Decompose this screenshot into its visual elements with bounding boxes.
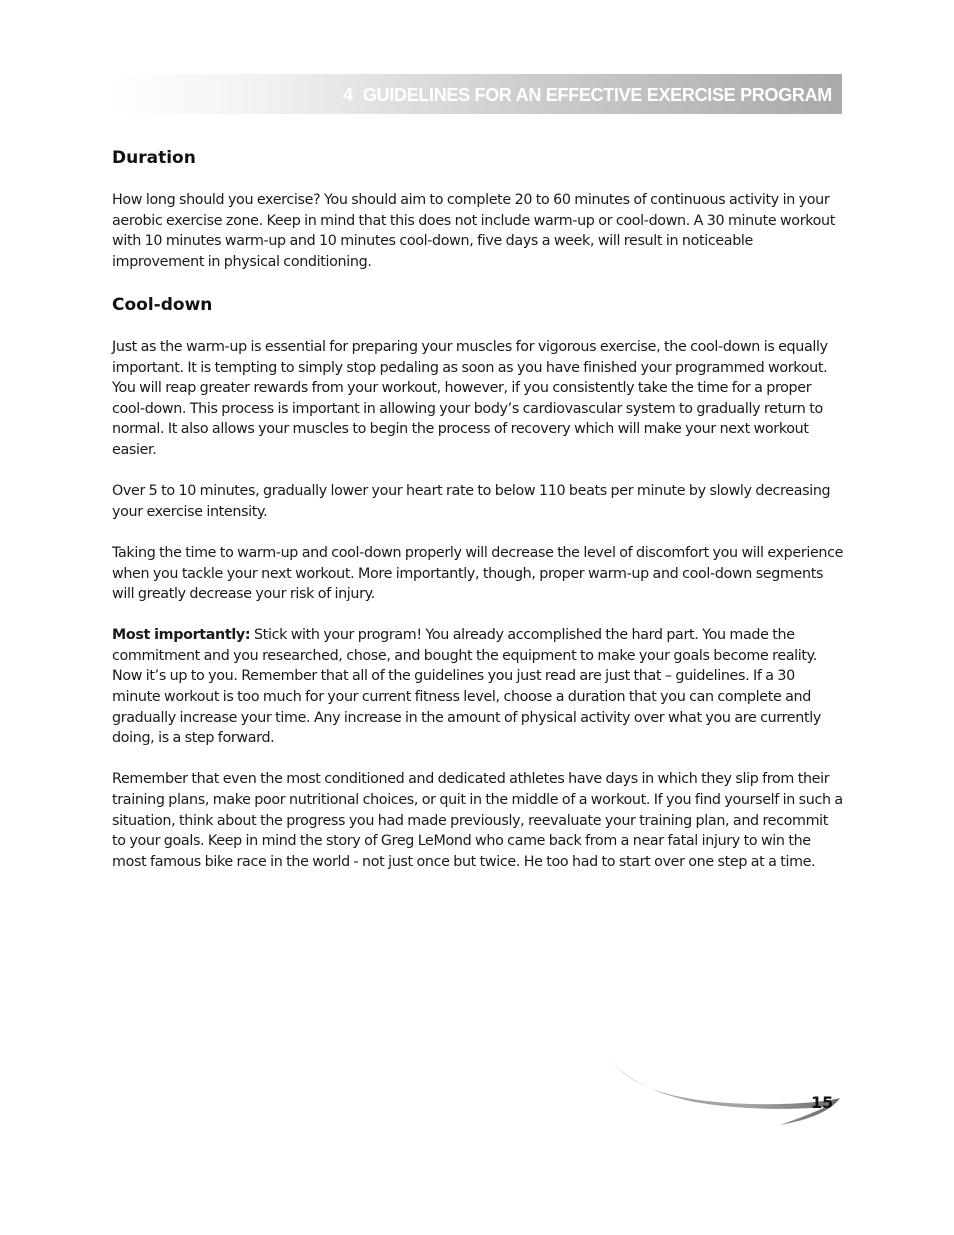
paragraph-most-importantly	[112, 625, 844, 749]
most-importantly-label: Most importantly:	[112, 627, 251, 644]
paragraph-duration: How long should you exercise? You should aim to complete 20 to 60 minutes of continuous activity in your aerobic exercise zone. Keep in mind that this does not include warm-up or cool-down. A 30 minute workout with 10 minutes warm-up and 10 minutes cool-down, five days a week, will result in noticeable improvement in physical conditioning.	[112, 192, 836, 270]
swoosh-graphic	[600, 1050, 845, 1130]
heading-duration: Duration	[112, 148, 196, 168]
paragraph-closing: Remember that even the most conditioned and dedicated athletes have days in which they slip from their training plans, make poor nutritional choices, or quit in the middle of a workout. If you find yourself in such a situation, think about the progress you had made previously, reevaluate your training plan, and recommit to your goals. Keep in mind the story of Greg LeMond who came back from a near fatal injury to win the most famous bike race in the world - not just once but twice. He too had to start over one step at a time.	[112, 771, 843, 870]
heading-cooldown: Cool-down	[112, 294, 213, 315]
page-number: 15	[811, 1093, 834, 1112]
section-duration	[112, 146, 844, 272]
chapter-header-bar	[112, 74, 842, 114]
section-cooldown	[112, 293, 844, 872]
page-content	[112, 146, 844, 893]
chapter-header-title	[343, 85, 832, 106]
most-importantly-text: Stick with your program! You already accomplished the hard part. You made the commitment and you researched, chose, and bought the equipment to make your goals become reality. Now it’s up to you. Remember that all of the guidelines you just read are just that – guidelines. If a 30 minute workout is too much for your current fitness level, choose a duration that you can complete and gradually increase your time. Any increase in the amount of physical activity over what you are currently doing, is a step forward.	[112, 627, 821, 747]
paragraph-cooldown-3: Taking the time to warm-up and cool-down properly will decrease the level of discomfort you will experience when you tackle your next workout. More importantly, though, proper warm-up and cool-down segments will greatly decrease your risk of injury.	[112, 544, 844, 603]
chapter-title: GUIDELINES FOR AN EFFECTIVE EXERCISE PROGRAM	[362, 85, 832, 105]
chapter-number: 4	[343, 85, 353, 105]
paragraph-cooldown-2: Over 5 to 10 minutes, gradually lower your heart rate to below 110 beats per minute by slowly decreasing your exercise intensity.	[112, 483, 831, 520]
paragraph-cooldown-1: Just as the warm-up is essential for preparing your muscles for vigorous exercise, the cool-down is equally important. It is tempting to simply stop pedaling as soon as you have finished your programmed workout. You will reap greater rewards from your workout, however, if you consistently take the time for a proper cool-down. This process is important in allowing your body’s cardiovascular system to gradually return to normal. It also allows your muscles to begin the process of recovery which will make your next workout easier.	[112, 338, 828, 458]
swoosh-shape	[608, 1056, 840, 1125]
